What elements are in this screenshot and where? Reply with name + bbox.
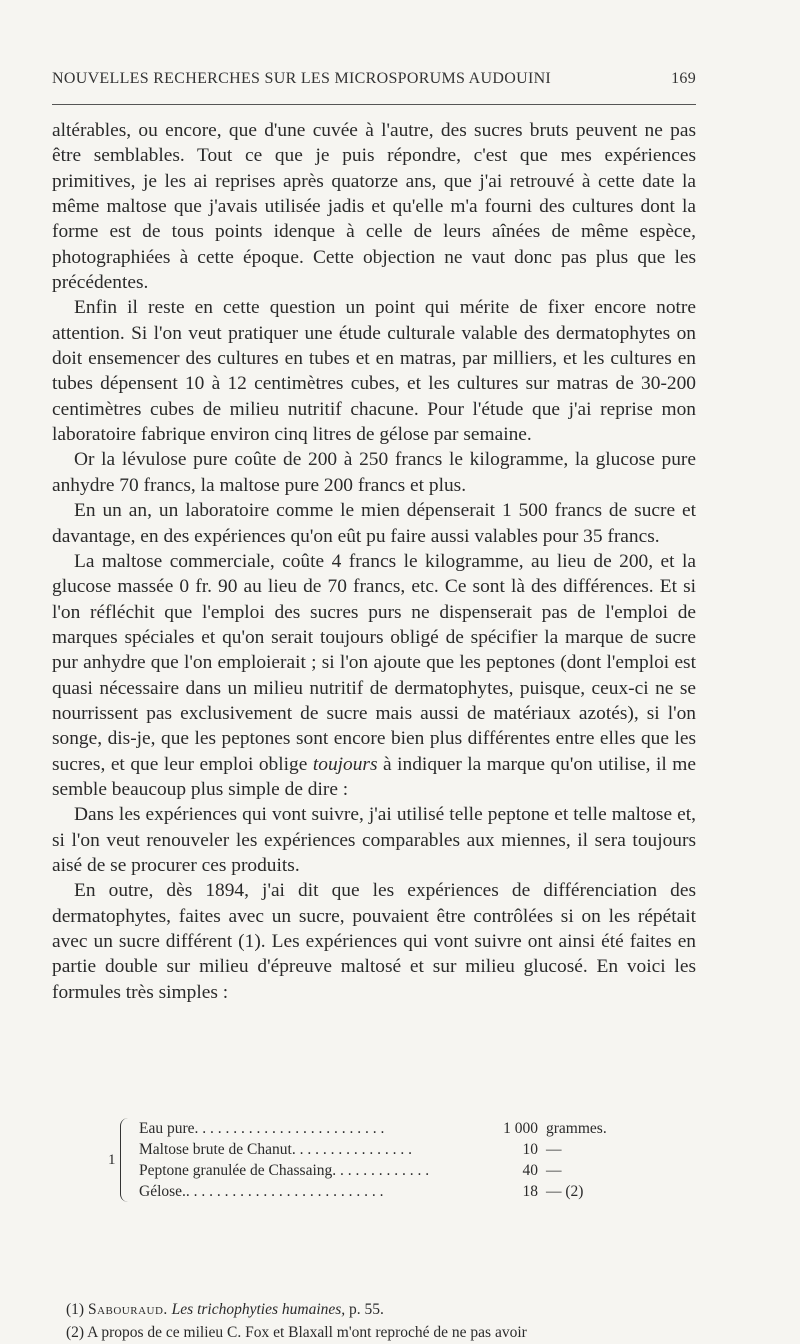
- footnote-title: Les trichophyties humaines,: [171, 1301, 346, 1318]
- footnote-marker: (2): [66, 1324, 85, 1341]
- body-text: [52, 118, 696, 1005]
- ingredient-name: Gélose.. . . . . . . . . . . . . . . . . . . . . . . . . .: [139, 1183, 384, 1200]
- footnote-author: Sabouraud.: [87, 1301, 168, 1318]
- footnote-marker: (1): [66, 1301, 85, 1318]
- footnote-2: [66, 1321, 696, 1344]
- emphasis: toujours: [312, 753, 378, 775]
- footnote-rest: p. 55.: [349, 1301, 384, 1318]
- ingredient-unit: — (2): [546, 1183, 584, 1200]
- footnotes: [66, 1298, 696, 1344]
- ingredient-unit: —: [546, 1141, 562, 1158]
- running-header: [52, 70, 696, 88]
- formula-number: 1: [108, 1151, 116, 1168]
- ingredient-name: Eau pure. . . . . . . . . . . . . . . . . . . . . . . . .: [139, 1120, 385, 1137]
- paragraph-text: à indiquer la marque qu'on utilise, il me semble beaucoup plus simple de dire :: [52, 753, 696, 800]
- ingredient-qty: 40: [522, 1162, 538, 1179]
- paragraph: Or la lévulose pure coûte de 200 à 250 francs le kilogramme, la glucose pure anhydre 70 francs, la maltose pure 200 francs et plus.: [52, 449, 696, 496]
- page-number: 169: [671, 70, 696, 87]
- ingredient-qty: 1 000: [503, 1120, 538, 1137]
- paragraph: altérables, ou encore, que d'une cuvée à l'autre, des sucres bruts peuvent ne pas être semblables. Tout ce que je puis répondre, c'est que mes expériences primitives, je les ai reprises après quatorze ans, que j'ai retrouvé à cette date la même maltose que j'avais utilisée jadis et qu'elle m'a fourni des cultures dont la forme est de tous points idenque à celle de leurs aînées de même espèce, photographiées à cette époque. Cette objection ne vaut donc pas plus que les précédentes.: [52, 120, 696, 294]
- formula-row: [139, 1160, 607, 1181]
- ingredient-unit: —: [546, 1162, 562, 1179]
- formula-row: [139, 1139, 607, 1160]
- paragraph: [52, 549, 696, 802]
- paragraph: Dans les expériences qui vont suivre, j'ai utilisé telle peptone et telle maltose et, si l'on veut renouveler les expériences comparables aux miennes, il sera toujours aisé de se procurer ces produits.: [52, 804, 696, 876]
- paragraph: Enfin il reste en cette question un point qui mérite de fixer encore notre attention. Si l'on veut pratiquer une étude culturale valable des dermatophytes on doit ensemencer des cultures en tubes et en matras, par milliers, et les cultures en tubes dépensent 10 à 12 centimètres cubes, et les cultures sur matras de 30-200 centimètres cubes de milieu nutritif chacune. Pour l'étude que j'ai reprise mon laboratoire fabrique environ cinq litres de gélose par semaine.: [52, 297, 696, 446]
- paragraph: En un an, un laboratoire comme le mien dépenserait 1 500 francs de sucre et davantage, en des expériences qu'on eût pu faire aussi valables pour 35 francs.: [52, 500, 696, 547]
- footnote-1: [66, 1298, 696, 1321]
- paragraph-text: La maltose commerciale, coûte 4 francs le kilogramme, au lieu de 200, et la glucose massée 0 fr. 90 au lieu de 70 francs, etc. Ce sont là des différences. Et si l'on réfléchit que l'emploi des sucres purs ne dispenserait pas de l'emploi de marques spéciales et qu'on serait toujours obligé de spécifier la marque de sucre pur anhydre que l'on emploierait ; si l'on ajoute que les peptones (dont l'emploi est quasi nécessaire dans un milieu nutritif de dermatophytes, puisque, ceux-ci ne se nourrissent pas exclusivement de sucre mais aussi de matériaux azotés), si l'on songe, dis-je, que les peptones sont encore bien plus différentes entre elles que les sucres, et que leur emploi oblige: [52, 550, 696, 775]
- ingredient-qty: 18: [522, 1183, 538, 1200]
- formula-row: [139, 1118, 607, 1139]
- running-title: NOUVELLES RECHERCHES SUR LES MICROSPORUMS AUDOUINI: [52, 70, 552, 87]
- formula-rows: [139, 1118, 607, 1202]
- ingredient-unit: grammes.: [546, 1120, 607, 1137]
- header-rule: [52, 104, 696, 105]
- formula-row: [139, 1181, 607, 1202]
- brace: [120, 1118, 133, 1202]
- ingredient-qty: 10: [522, 1141, 538, 1158]
- ingredient-name: Peptone granulée de Chassaing. . . . . . . . . . . . .: [139, 1162, 430, 1179]
- paragraph: En outre, dès 1894, j'ai dit que les expériences de différenciation des dermatophytes, faites avec un sucre, pouvaient être contrôlées si on les répétait avec un sucre différent (1). Les expériences qui vont suivre ont ainsi été faites en partie double sur milieu d'épreuve maltosé et sur milieu glucosé. En voici les formules très simples :: [52, 880, 696, 1003]
- formula-block: [108, 1118, 607, 1202]
- ingredient-name: Maltose brute de Chanut. . . . . . . . . . . . . . . .: [139, 1141, 412, 1158]
- footnote-text: A propos de ce milieu C. Fox et Blaxall m'ont reproché de ne pas avoir: [87, 1324, 527, 1341]
